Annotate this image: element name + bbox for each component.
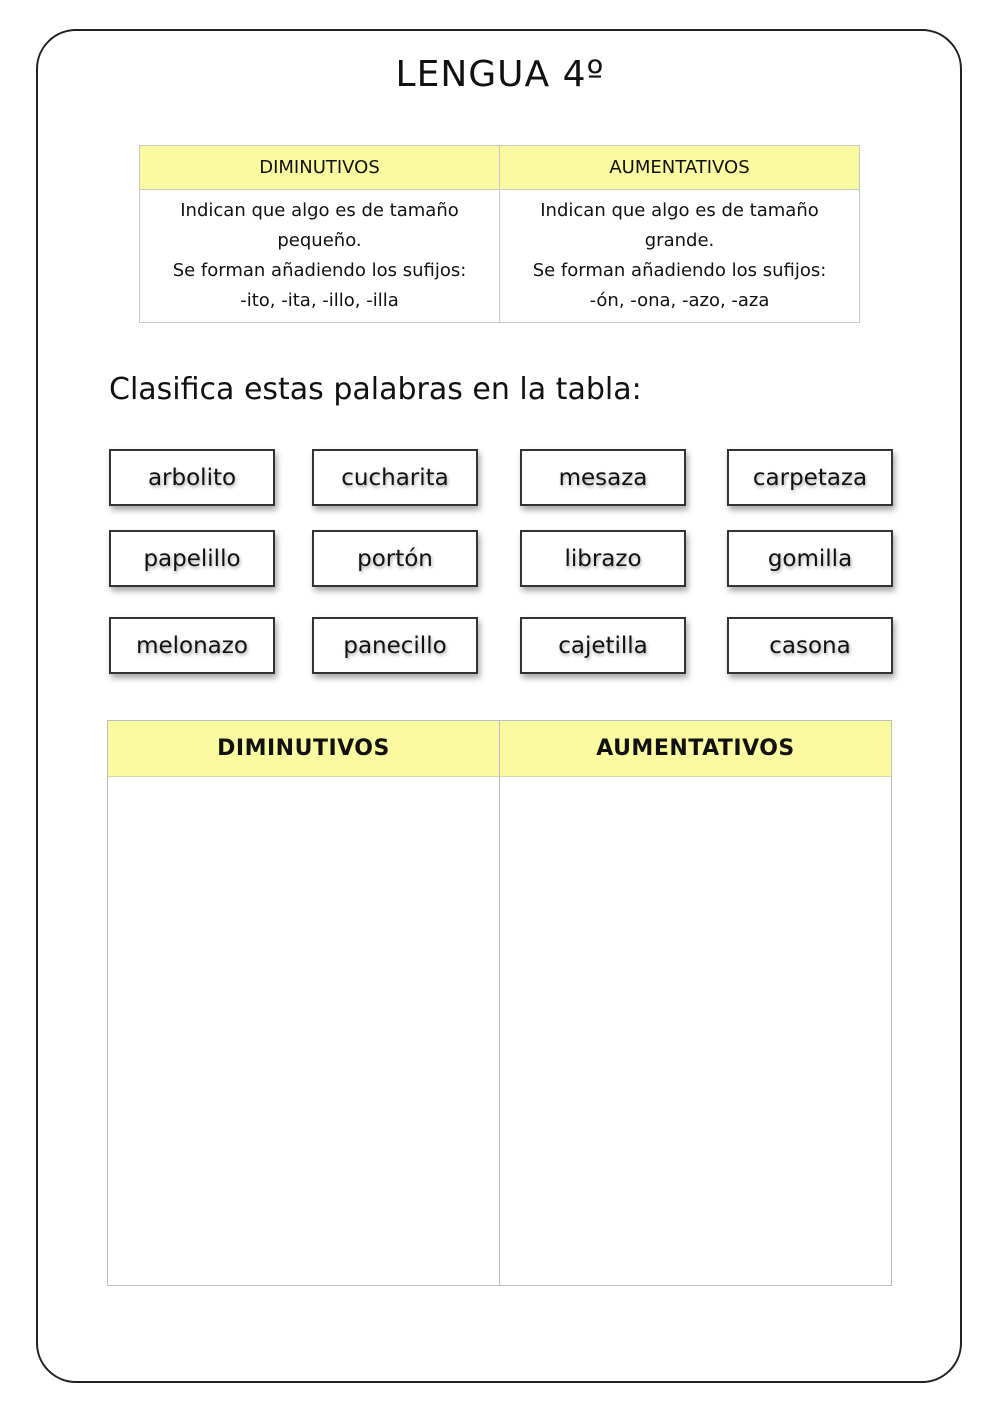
info-suffixes: -ón, -ona, -azo, -aza [589, 290, 770, 311]
word-card-panecillo[interactable]: panecillo [312, 617, 478, 674]
instruction-text: Clasifica estas palabras en la tabla: [109, 372, 642, 407]
info-text: Se forman añadiendo los sufijos: [172, 260, 467, 281]
word-card-gomilla[interactable]: gomilla [727, 530, 893, 587]
word-card-porton[interactable]: portón [312, 530, 478, 587]
info-suffixes: -ito, -ita, -illo, -illa [240, 290, 399, 311]
word-card-librazo[interactable]: librazo [520, 530, 686, 587]
column-diminutivos [108, 721, 499, 1285]
column-aumentativos [499, 721, 891, 1285]
word-card-cajetilla[interactable]: cajetilla [520, 617, 686, 674]
drop-zone-diminutivos[interactable] [108, 777, 499, 1285]
word-card-melonazo[interactable]: melonazo [109, 617, 275, 674]
classification-table [107, 720, 892, 1286]
info-text: Se forman añadiendo los sufijos: [532, 260, 827, 281]
column-header-aumentativos: AUMENTATIVOS [500, 721, 891, 777]
word-card-arbolito[interactable]: arbolito [109, 449, 275, 506]
info-cell-aumentativos [500, 190, 860, 323]
word-card-casona[interactable]: casona [727, 617, 893, 674]
word-card-carpetaza[interactable]: carpetaza [727, 449, 893, 506]
page-title: LENGUA 4º [395, 54, 605, 95]
column-header-diminutivos: DIMINUTIVOS [108, 721, 499, 777]
info-table [139, 145, 860, 323]
info-header-aumentativos: AUMENTATIVOS [500, 146, 860, 190]
info-cell-diminutivos [140, 190, 500, 323]
info-text: grande. [644, 230, 715, 251]
info-text: pequeño. [277, 230, 362, 251]
word-bank [109, 449, 893, 679]
info-header-diminutivos: DIMINUTIVOS [140, 146, 500, 190]
word-card-mesaza[interactable]: mesaza [520, 449, 686, 506]
info-text: Indican que algo es de tamaño [180, 200, 459, 221]
drop-zone-aumentativos[interactable] [500, 777, 891, 1285]
info-text: Indican que algo es de tamaño [540, 200, 819, 221]
word-card-papelillo[interactable]: papelillo [109, 530, 275, 587]
word-card-cucharita[interactable]: cucharita [312, 449, 478, 506]
